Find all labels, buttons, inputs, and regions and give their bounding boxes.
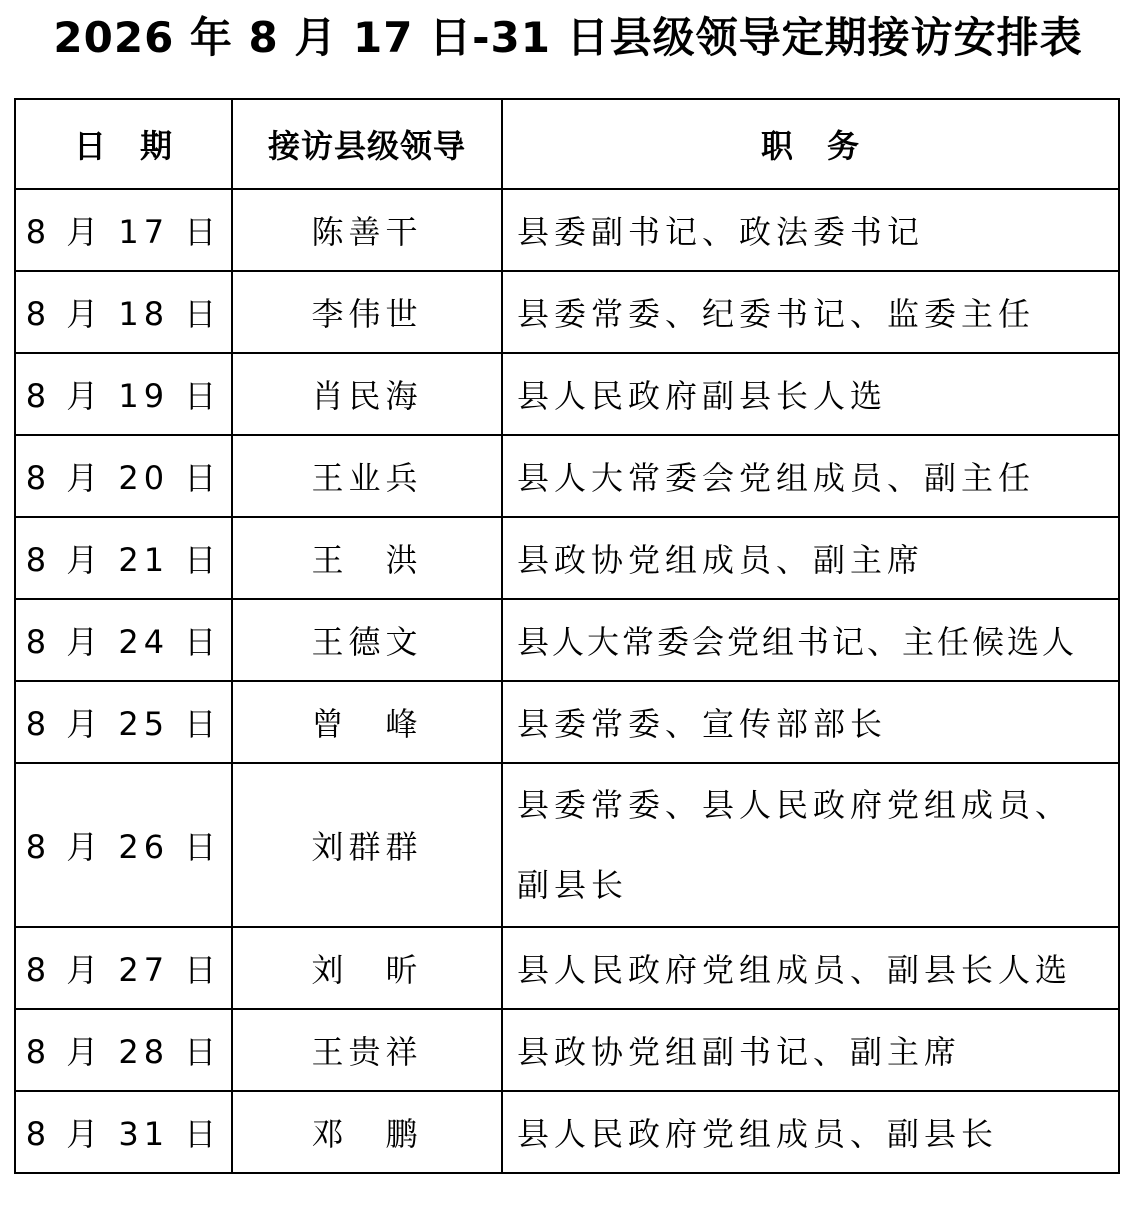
date-cell: 8 月 31 日 xyxy=(15,1091,232,1173)
leader-cell: 刘 昕 xyxy=(232,927,502,1009)
table-row xyxy=(15,353,1119,435)
leader-cell: 王德文 xyxy=(232,599,502,681)
document-title: 2026 年 8 月 17 日-31 日县级领导定期接访安排表 xyxy=(53,13,1083,62)
date-cell: 8 月 28 日 xyxy=(15,1009,232,1091)
table-row xyxy=(15,1009,1119,1091)
header-date: 日 期 xyxy=(15,99,232,189)
date-cell: 8 月 26 日 xyxy=(15,763,232,927)
leader-cell: 陈善干 xyxy=(232,189,502,271)
position-cell: 县人民政府副县长人选 xyxy=(502,353,1119,435)
position-cell: 县委常委、宣传部部长 xyxy=(502,681,1119,763)
header-position: 职 务 xyxy=(502,99,1119,189)
schedule-table xyxy=(14,98,1120,1174)
date-cell: 8 月 17 日 xyxy=(15,189,232,271)
date-cell: 8 月 25 日 xyxy=(15,681,232,763)
leader-cell: 邓 鹏 xyxy=(232,1091,502,1173)
leader-cell: 刘群群 xyxy=(232,763,502,927)
position-cell: 县委副书记、政法委书记 xyxy=(502,189,1119,271)
date-cell: 8 月 24 日 xyxy=(15,599,232,681)
date-cell: 8 月 27 日 xyxy=(15,927,232,1009)
table-row xyxy=(15,599,1119,681)
position-cell: 县人大常委会党组成员、副主任 xyxy=(502,435,1119,517)
table-row xyxy=(15,189,1119,271)
leader-cell: 肖民海 xyxy=(232,353,502,435)
table-row xyxy=(15,1091,1119,1173)
table-header-row xyxy=(15,99,1119,189)
position-cell: 县人大常委会党组书记、主任候选人 xyxy=(502,599,1119,681)
position-cell: 县政协党组成员、副主席 xyxy=(502,517,1119,599)
position-cell: 县委常委、县人民政府党组成员、副县长 xyxy=(502,763,1119,927)
date-cell: 8 月 21 日 xyxy=(15,517,232,599)
table-row xyxy=(15,681,1119,763)
date-cell: 8 月 20 日 xyxy=(15,435,232,517)
table-row xyxy=(15,517,1119,599)
table-row xyxy=(15,927,1119,1009)
position-cell: 县政协党组副书记、副主席 xyxy=(502,1009,1119,1091)
leader-cell: 王 洪 xyxy=(232,517,502,599)
position-cell: 县人民政府党组成员、副县长 xyxy=(502,1091,1119,1173)
date-cell: 8 月 19 日 xyxy=(15,353,232,435)
leader-cell: 曾 峰 xyxy=(232,681,502,763)
leader-cell: 王贵祥 xyxy=(232,1009,502,1091)
leader-cell: 李伟世 xyxy=(232,271,502,353)
position-cell: 县人民政府党组成员、副县长人选 xyxy=(502,927,1119,1009)
header-leader: 接访县级领导 xyxy=(232,99,502,189)
table-row xyxy=(15,271,1119,353)
position-cell: 县委常委、纪委书记、监委主任 xyxy=(502,271,1119,353)
table-row xyxy=(15,435,1119,517)
leader-cell: 王业兵 xyxy=(232,435,502,517)
table-row xyxy=(15,763,1119,927)
date-cell: 8 月 18 日 xyxy=(15,271,232,353)
